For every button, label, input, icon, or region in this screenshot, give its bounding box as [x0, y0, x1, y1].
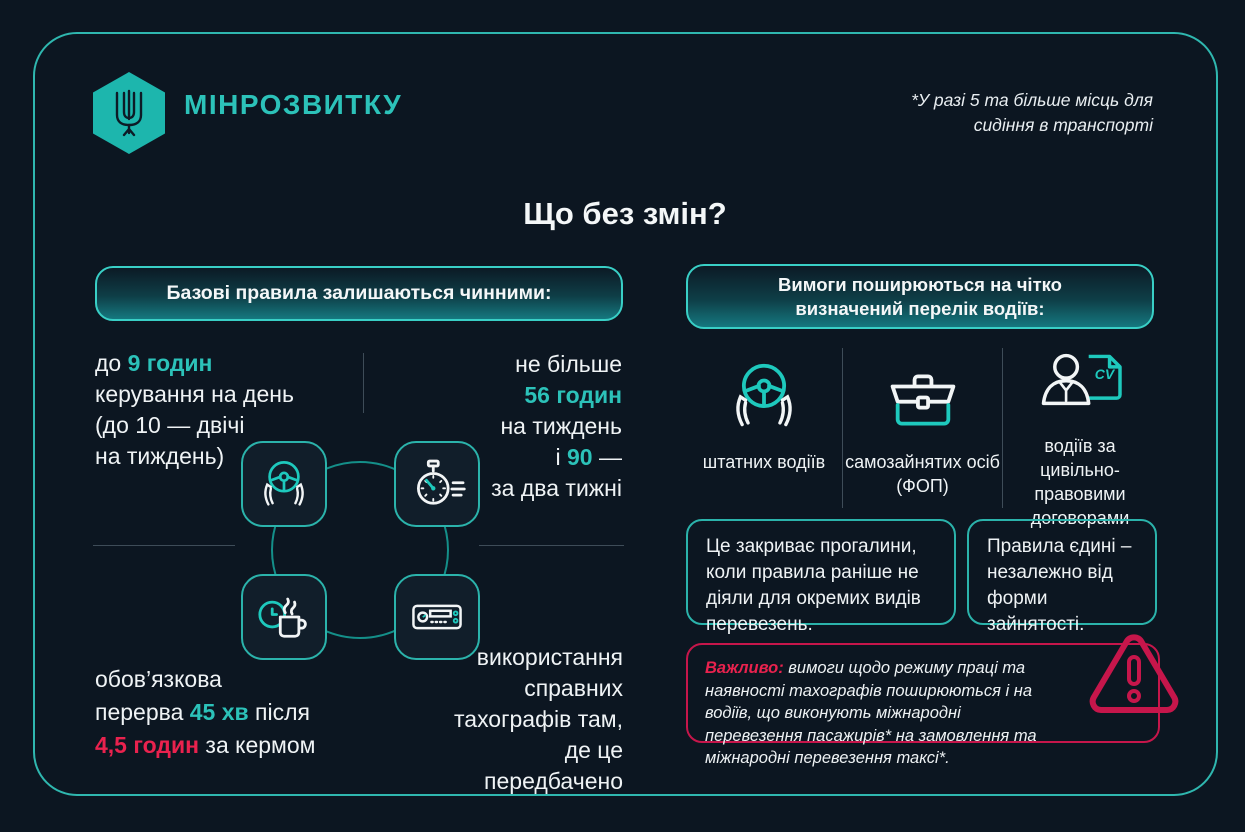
- coffee-break-icon: [253, 586, 315, 648]
- rule-weekly-driving: не більше 56 годин на тиждень і 90 — за два тижні: [491, 351, 622, 501]
- rule-mandatory-break: обов’язкова перерва 45 хв після 4,5 годин за кермом: [95, 666, 316, 758]
- category-staff-drivers: [688, 346, 840, 514]
- rule-tachograph-use: використання справних тахографів там, де це передбачено: [454, 644, 623, 794]
- category-self-employed: [845, 346, 1000, 514]
- person-cv-document-icon: [1030, 346, 1130, 426]
- category-label: самозайнятих осіб (ФОП): [845, 452, 1000, 496]
- trident-icon: [111, 89, 147, 137]
- icon-box-coffee-break: [241, 574, 327, 660]
- brand-title: МІНРОЗВИТКУ: [184, 89, 403, 120]
- footnote-line1: *У разі 5 та більше місць для: [911, 90, 1153, 110]
- highlight-9-hours: 9 годин: [127, 350, 213, 376]
- highlight-56-hours: 56 годин: [524, 382, 622, 408]
- divider-horizontal-right: [479, 545, 624, 546]
- warning-label: Важливо:: [705, 659, 784, 677]
- category-label: водіїв за цивільно-правовими договорами: [1030, 436, 1130, 528]
- icon-box-tachograph: [394, 574, 480, 660]
- right-panel-header: Вимоги поширюються на чітко визначений перелік водіїв:: [686, 264, 1154, 329]
- info-box-gaps: Це закриває прогалини, коли правила раніше не діяли для окремих видів перевезень.: [686, 519, 956, 625]
- page-title: Що без змін?: [523, 196, 727, 231]
- icon-box-steering-wheel: [241, 441, 327, 527]
- left-panel-header: Базові правила залишаються чинними:: [95, 266, 623, 321]
- category-separator: [1002, 348, 1003, 508]
- briefcase-icon: [880, 362, 966, 438]
- footnote: [833, 88, 1153, 138]
- icon-box-stopwatch: [394, 441, 480, 527]
- info-box-unified-rules: Правила єдині – незалежно від форми зайнятості.: [967, 519, 1157, 625]
- highlight-45-min: 45 хв: [189, 699, 249, 725]
- category-separator: [842, 348, 843, 508]
- stopwatch-icon: [406, 453, 468, 515]
- highlight-90: 90: [567, 444, 593, 470]
- cv-label: CV: [1094, 366, 1115, 383]
- divider-vertical: [363, 353, 364, 413]
- steering-wheel-hands-icon: [254, 454, 314, 514]
- category-label: штатних водіїв: [702, 452, 826, 472]
- category-civil-contract-drivers: [1005, 346, 1155, 528]
- warning-triangle-icon: [1082, 628, 1186, 728]
- footnote-line2: сидіння в транспорті: [973, 115, 1153, 135]
- warning-text: вимоги щодо режиму праці та наявності тахографів поширюються і на водіїв, що виконують міжнародні перевезення пасажирів* на замовлення та міжнародні перевезення таксі*.: [705, 659, 1037, 767]
- highlight-4-5-hours: 4,5 годин: [95, 732, 200, 758]
- rule-daily-driving: до 9 годин керування на день (до 10 — двічі на тиждень): [95, 350, 294, 469]
- tachograph-icon: [406, 586, 468, 648]
- steering-wheel-hands-icon: [722, 354, 806, 438]
- divider-horizontal-left: [93, 545, 235, 546]
